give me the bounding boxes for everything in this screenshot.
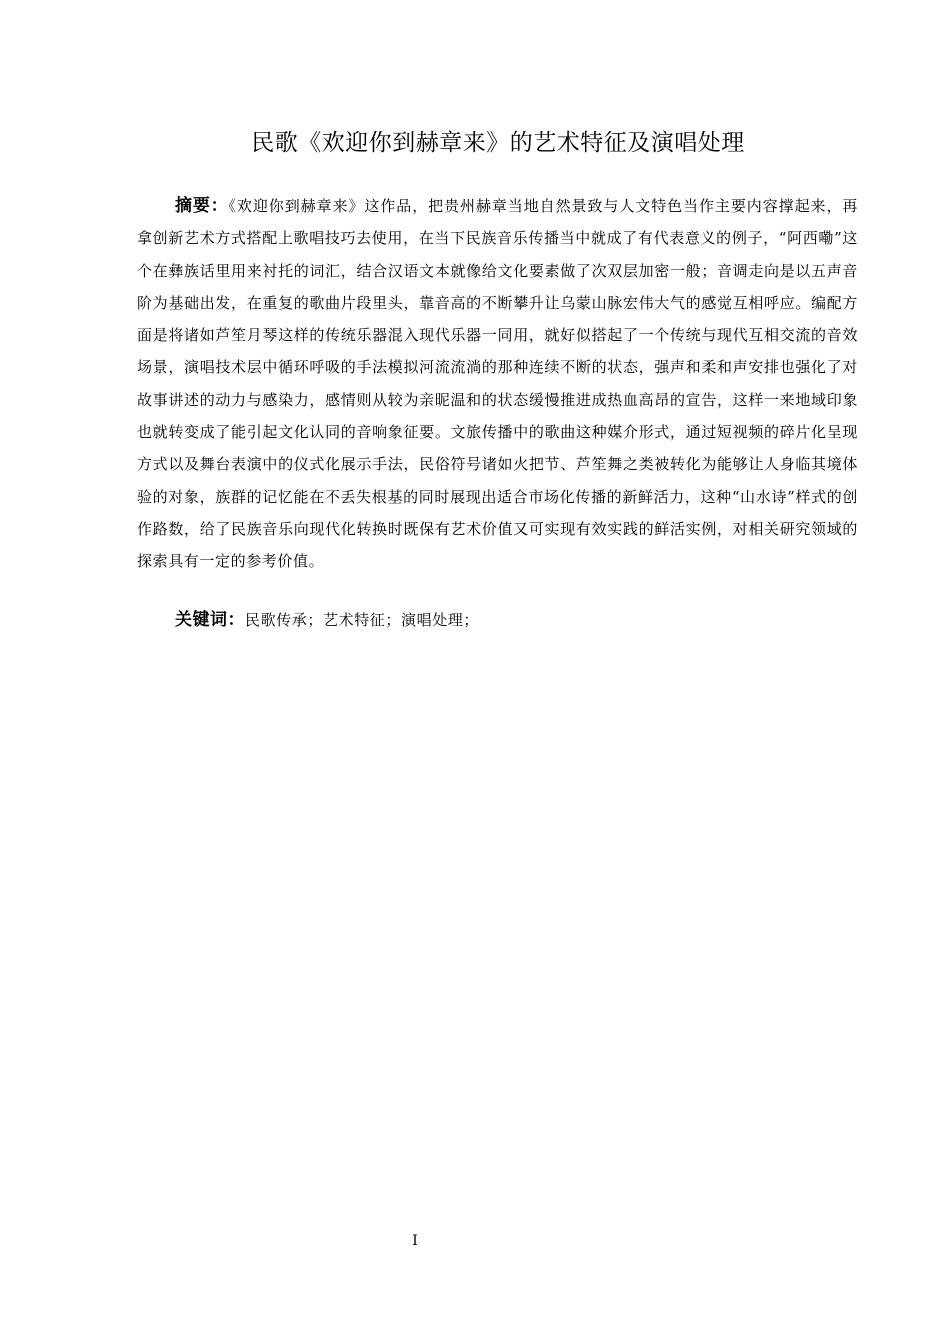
- paper-title: 民歌《欢迎你到赫章来》的艺术特征及演唱处理: [251, 130, 745, 156]
- abstract-text: 《欢迎你到赫章来》这作品，把贵州赫章当地自然景致与人文特色当作主要内容撑起来，再拿创新艺术方式搭配上歌唱技巧去使用，在当下民族音乐传播当中就成了有代表意义的例子，“阿西嘞”这个在彝族话里用来衬托的词汇，结合汉语文本就像给文化要素做了次双层加密一般；音调走向是以五声音阶为基础出发，在重复的歌曲片段里头，靠音高的不断攀升让乌蒙山脉宏伟大气的感觉互相呼应。编配方面是将诸如芦笙月琴这样的传统乐器混入现代乐器一同用，就好似搭起了一个传统与现代互相交流的音效场景，演唱技术层中循环呼吸的手法模拟河流流淌的那种连续不断的状态，强声和柔和声安排也强化了对故事讲述的动力与感染力，感情则从较为亲昵温和的状态缓慢推进成热血高昂的宣告，这样一来地域印象也就转变成了能引起文化认同的音响象征要。文旅传播中的歌曲这种媒介形式，通过短视频的碎片化呈现方式以及舞台表演中的仪式化展示手法，民俗符号诸如火把节、芦笙舞之类被转化为能够让人身临其境体验的对象，族群的记忆能在不丢失根基的同时展现出适合市场化传播的新鲜活力，这种“山水诗”样式的创作路数，给了民族音乐向现代化转换时既保有艺术价值又可实现有效实践的鲜活实例，对相关研究领域的探索具有一定的参考价值。: [137, 197, 858, 571]
- abstract-paragraph: [137, 190, 858, 578]
- page-number: I: [412, 1233, 418, 1249]
- keywords-text: 民歌传承；艺术特征；演唱处理；: [245, 611, 480, 629]
- abstract-label: 摘要：: [175, 196, 229, 216]
- keywords-line: [175, 604, 479, 636]
- keywords-label: 关键词：: [175, 610, 245, 630]
